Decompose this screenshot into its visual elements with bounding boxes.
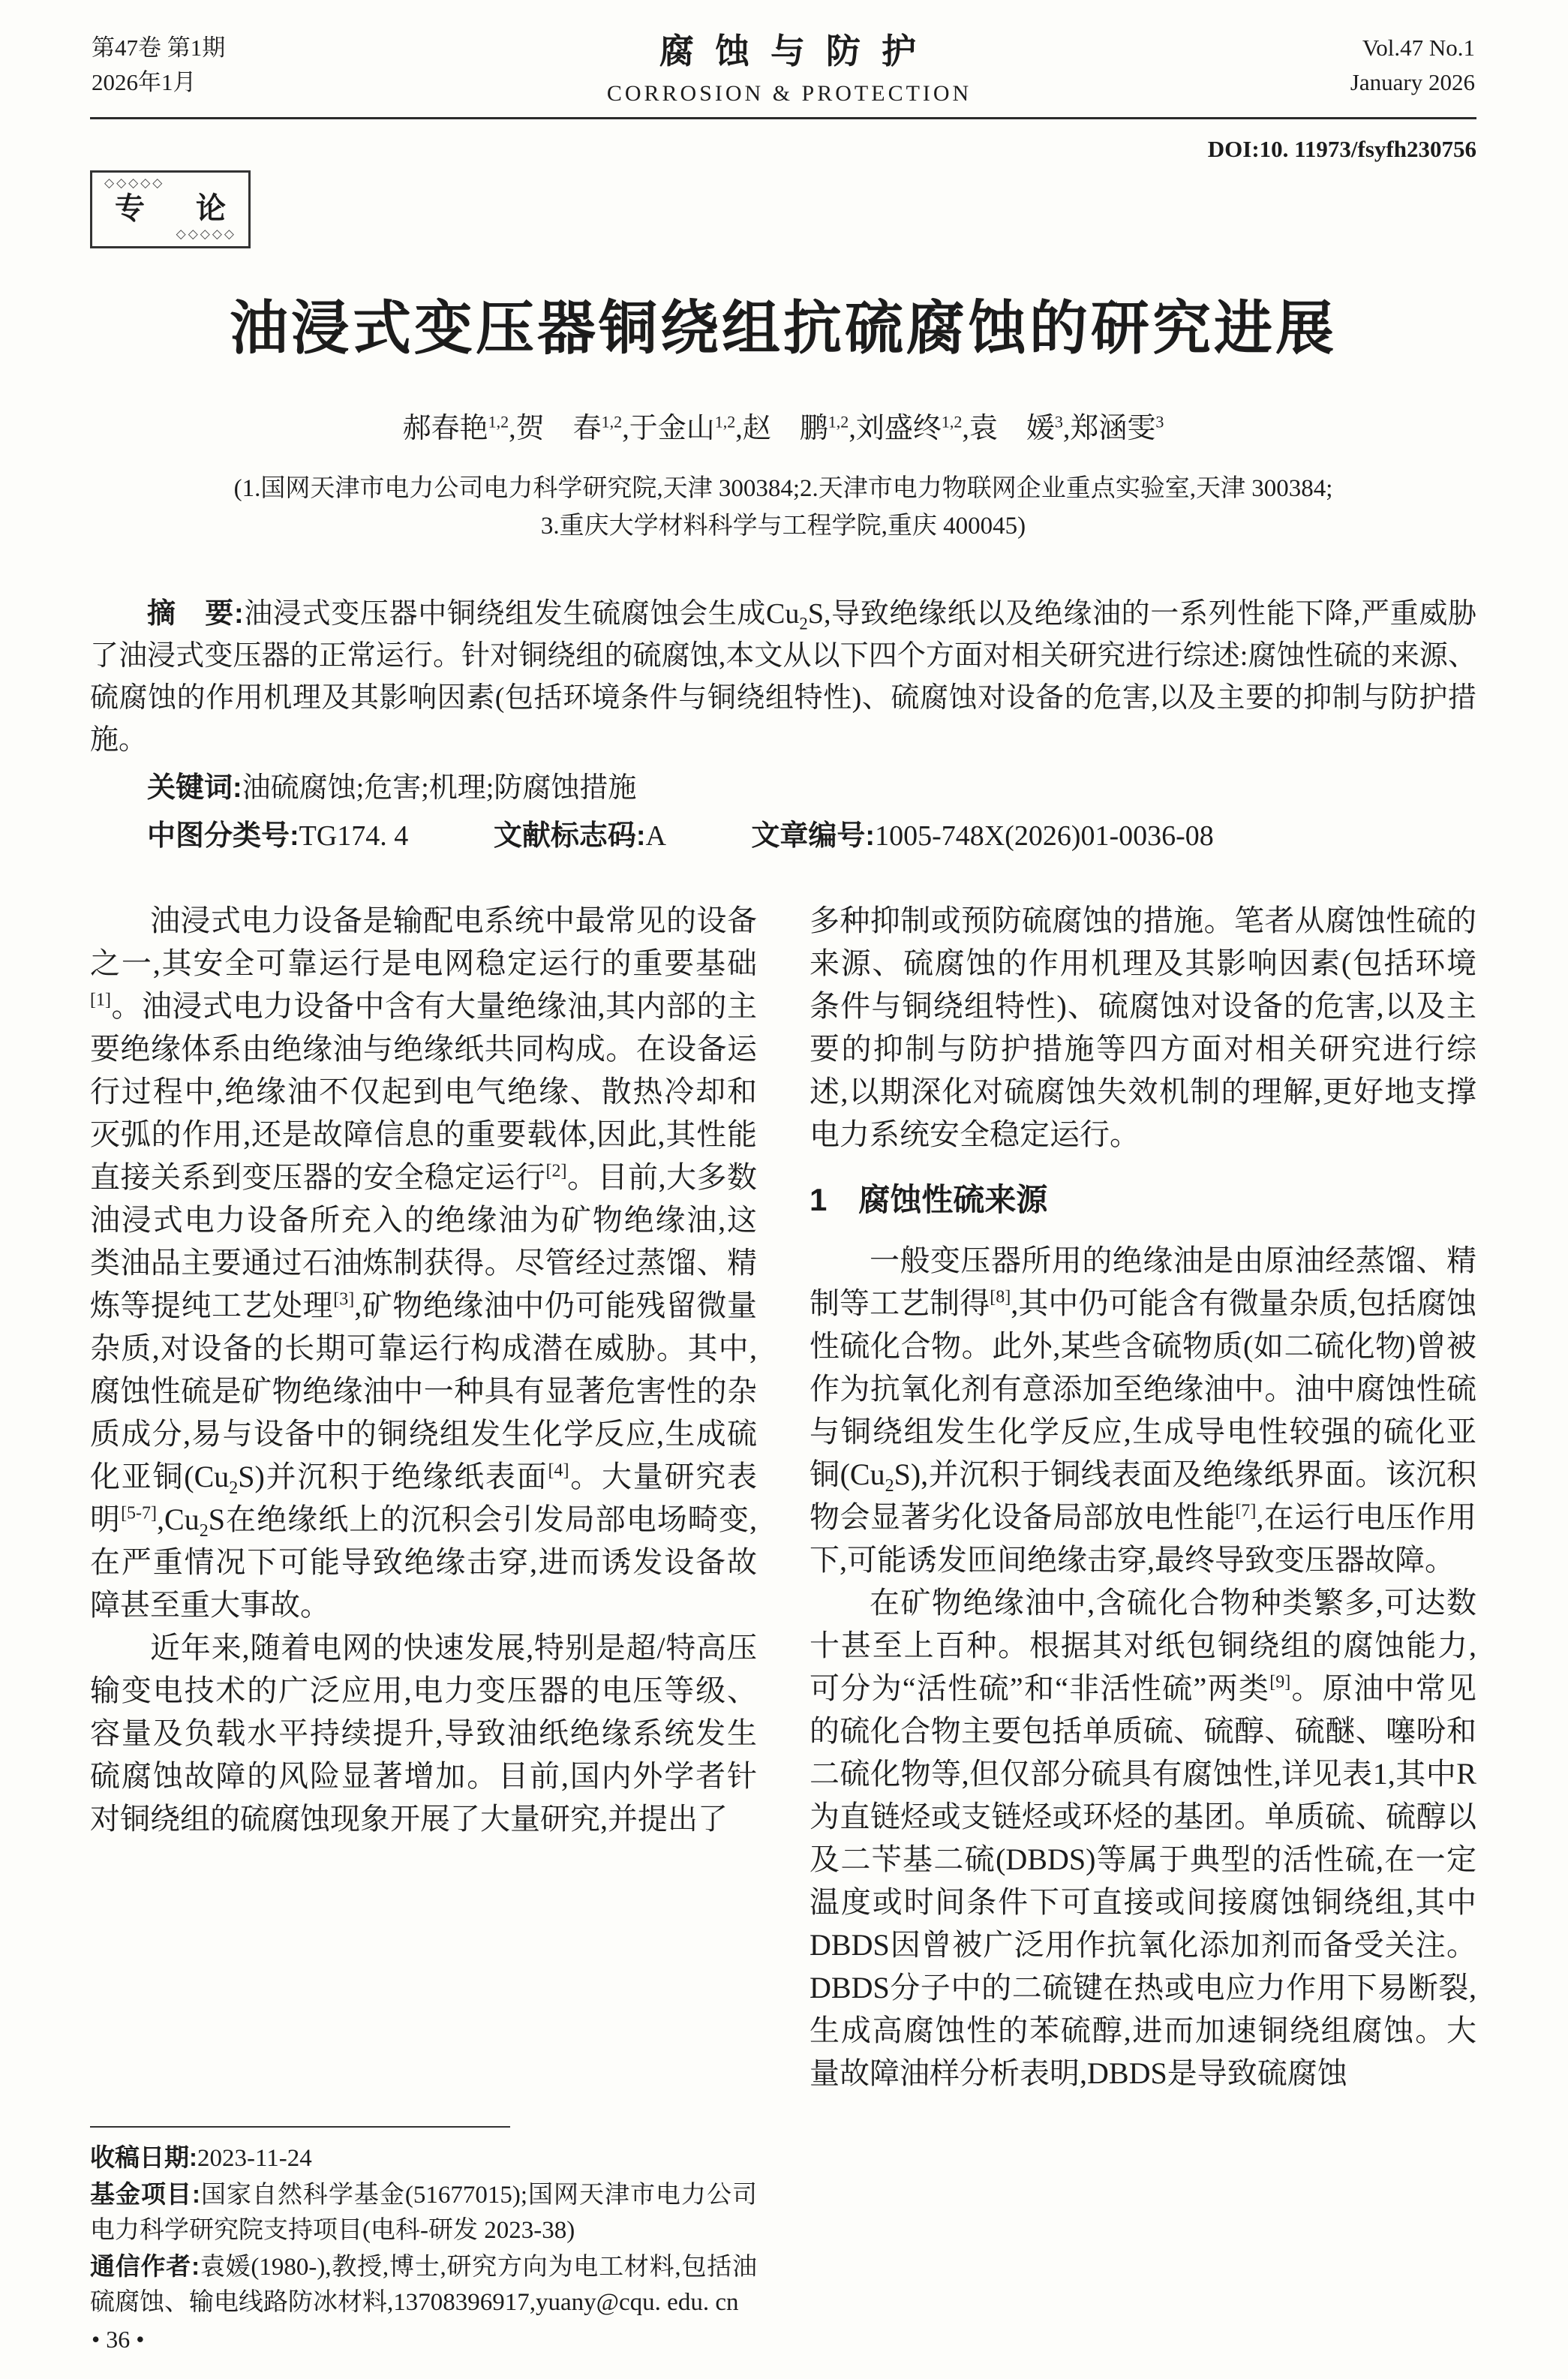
article-id (751, 820, 1213, 852)
column-label-box (90, 170, 251, 248)
column-label: 专 论 (115, 192, 236, 225)
footnote-block (90, 2126, 757, 2325)
ornament-diamonds-icon: ◇◇◇◇◇ (176, 227, 236, 241)
volume-issue-en: Vol.47 No.1 (1362, 35, 1475, 61)
body-paragraph: 在矿物绝缘油中,含硫化合物种类繁多,可达数十甚至上百种。根据其对纸包铜绕组的腐蚀能力,可分为“活性硫”和“非活性硫”两类[9]。原油中常见的硫化合物主要包括单质硫、硫醇、硫醚、噻吩和二硫化物等,但仅部分硫具有腐蚀性,详见表1,其中R为直链烃或支链烃或环烃的基团。单质硫、硫醇以及二苄基二硫(DBDS)等属于典型的活性硫,在一定温度或时间条件下可直接或间接腐蚀铜绕组,其中DBDS因曾被广泛用作抗氧化添加剂而备受关注。DBDS分子中的二硫键在热或电应力作用下易断裂,生成高腐蚀性的苯硫醇,进而加速铜绕组腐蚀。大量故障油样分析表明,DBDS是导致硫腐蚀 (810, 1586, 1477, 2090)
footnote-funding (90, 2176, 757, 2248)
footnote-label: 通信作者: (90, 2252, 200, 2280)
body-columns (90, 899, 1476, 2325)
article-title: 油浸式变压器铜绕组抗硫腐蚀的研究进展 (229, 295, 1337, 361)
keywords-text: 油硫腐蚀;危害;机理;防腐蚀措施 (242, 772, 637, 804)
issue-info-cn (92, 31, 225, 100)
footnote-received-date (90, 2140, 757, 2176)
footnote-rule (90, 2126, 510, 2128)
footnote-corresponding-author (90, 2248, 757, 2320)
article-id-label: 文章编号: (751, 820, 876, 852)
header-rule (90, 117, 1476, 119)
document-code-value: A (645, 820, 666, 852)
affiliations (90, 470, 1476, 545)
footnote-text: 2023-11-24 (197, 2145, 312, 2172)
date-en: January 2026 (1350, 69, 1475, 95)
abstract (90, 593, 1476, 761)
keywords-label: 关键词: (147, 772, 242, 804)
body-paragraph: 油浸式电力设备是输配电系统中最常见的设备之一,其安全可靠运行是电网稳定运行的重要基础[1]。油浸式电力设备中含有大量绝缘油,其内部的主要绝缘体系由绝缘油与绝缘纸共同构成。在设备运行过程中,绝缘油不仅起到电气绝缘、散热冷却和灭弧的作用,还是故障信息的重要载体,因此,其性能直接关系到变压器的安全稳定运行[2]。目前,大多数油浸式电力设备所充入的绝缘油为矿物绝缘油,这类油品主要通过石油炼制获得。尽管经过蒸馏、精炼等提纯工艺处理[3],矿物绝缘油中仍可能残留微量杂质,对设备的长期可靠运行构成潜在威胁。其中,腐蚀性硫是矿物绝缘油中一种具有显著危害性的杂质成分,易与设备中的铜绕组发生化学反应,生成硫化亚铜$(Cu_2S)$并沉积于绝缘纸表面[4]。大量研究表明$[5-7],Cu_2S$在绝缘纸上的沉积会引发局部电场畸变,在严重情况下可能导致绝缘击穿,进而诱发设备故障甚至重大事故。 (90, 904, 758, 1622)
article-id-value: 1005-748X(2026)01-0036-08 (875, 820, 1214, 852)
left-column (90, 899, 757, 2325)
doi-text: DOI:10. 11973/fsyfh230756 (1207, 136, 1476, 162)
affiliation-line: 3.重庆大学材料科学与工程学院,重庆 400045) (540, 513, 1026, 540)
body-paragraph: 一般变压器所用的绝缘油是由原油经蒸馏、精制等工艺制得[8],其中仍可能含有微量杂质,包括腐蚀性硫化合物。此外,某些含硫物质(如二硫化物)曾被作为抗氧化剂有意添加至绝缘油中。油中腐蚀性硫与铜绕组发生化学反应,生成导电性较强的硫化亚铜$(Cu_2S)$,并沉积于铜线表面及绝缘纸界面。该沉积物会显著劣化设备局部放电性能[7],在运行电压作用下,可能诱发匝间绝缘击穿,最终导致变压器故障。 (810, 1244, 1477, 1577)
footnote-label: 基金项目: (90, 2180, 200, 2208)
clc-number (147, 820, 408, 852)
page-number: • 36 • (92, 2326, 145, 2353)
footnote-text: 袁媛(1980-),教授,博士,研究方向为电工材料,包括油硫腐蚀、输电线路防冰材料,13708396917,yuany@cqu. edu. cn (90, 2254, 757, 2316)
footnote-text: 国家自然科学基金(51677015);国网天津市电力公司电力科学研究院支持项目(电科-研发 2023-38) (90, 2182, 757, 2244)
body-paragraph: 多种抑制或预防硫腐蚀的措施。笔者从腐蚀性硫的来源、硫腐蚀的作用机理及其影响因素(包括环境条件与铜绕组特性)、硫腐蚀对设备的危害,以及主要的抑制与防护措施等四方面对相关研究进行综述,以期深化对硫腐蚀失效机制的理解,更好地支撑电力系统安全稳定运行。 (810, 904, 1476, 1151)
affiliation-line: (1.国网天津市电力公司电力科学研究院,天津 300384;2.天津市电力物联网企业重点实验室,天津 300384; (233, 475, 1333, 502)
clc-number-label: 中图分类号: (147, 820, 299, 852)
journal-header (90, 20, 1476, 117)
footnote-label: 收稿日期: (90, 2143, 197, 2171)
document-code-label: 文献标志码: (493, 820, 646, 852)
author-list: 郝春艳$^{1,2}$,贺 春$^{1,2}$,于金山$^{1,2}$,赵 鹏$^{1,2}$,刘盛终$^{1,2}$,袁 媛$^3$,郑涵雯$^3$ (402, 412, 1164, 444)
classification-line (90, 815, 1476, 857)
section-heading-1: 1 腐蚀性硫来源 (810, 1182, 1048, 1217)
ornament-diamonds-icon: ◇◇◇◇◇ (104, 176, 165, 190)
clc-number-value: TG174. 4 (299, 820, 409, 852)
abstract-label: 摘 要: (147, 598, 244, 630)
issue-info-en (1350, 31, 1475, 100)
date-cn: 2026年1月 (92, 69, 197, 95)
journal-title-block (604, 24, 972, 107)
volume-issue-cn: 第47卷 第1期 (92, 35, 226, 61)
body-paragraph: 近年来,随着电网的快速发展,特别是超/特高压输变电技术的广泛应用,电力变压器的电压等级、容量及负载水平持续提升,导致油纸绝缘系统发生硫腐蚀故障的风险显著增加。目前,国内外学者针对铜绕组的硫腐蚀现象开展了大量研究,并提出了 (90, 1631, 757, 1836)
keywords (90, 767, 1476, 809)
journal-title-en: CORROSION & PROTECTION (606, 81, 972, 106)
right-column (810, 899, 1476, 2325)
abstract-text: 油浸式变压器中铜绕组发生硫腐蚀会生成$Cu_2S$,导致绝缘纸以及绝缘油的一系列性能下降,严重威胁了油浸式变压器的正常运行。针对铜绕组的硫腐蚀,本文从以下四个方面对相关研究进行综述:腐蚀性硫的来源、硫腐蚀的作用机理及其影响因素(包括环境条件与铜绕组特性)、硫腐蚀对设备的危害,以及主要的抑制与防护措施。 (90, 598, 1476, 756)
document-code (494, 820, 666, 852)
journal-title-cn: 腐蚀与防护 (659, 32, 938, 71)
